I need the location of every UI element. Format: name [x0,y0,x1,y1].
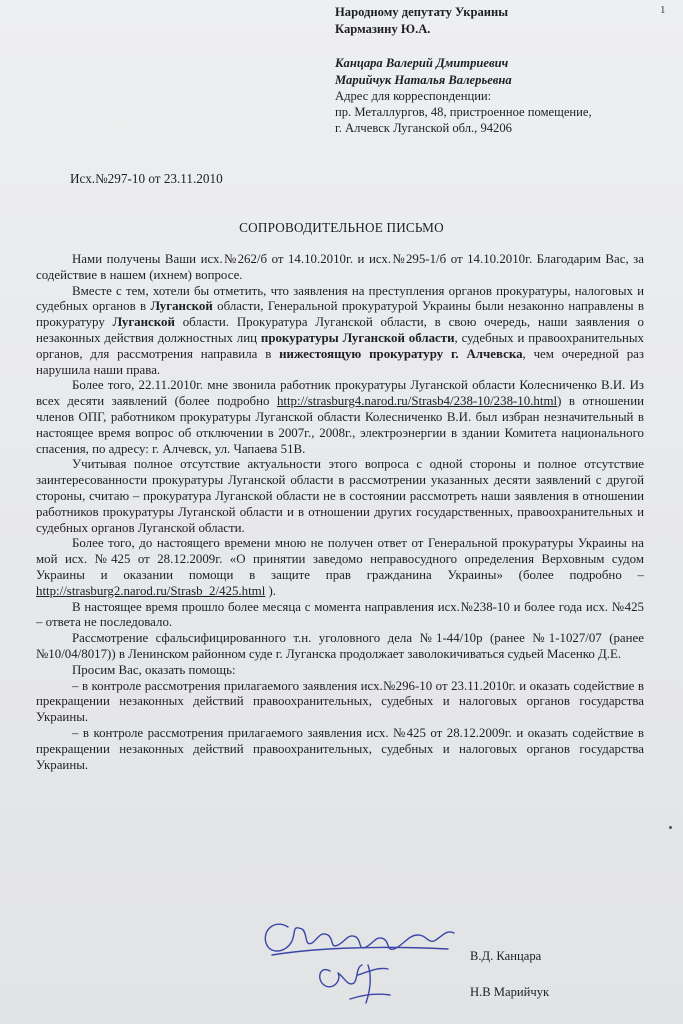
paragraph-4: Учитывая полное отсутствие актуальности этого вопроса с одной стороны и полное отсутствие заинтересованности прокуратуры Луганской области в рассмотрении указанных десяти заявлений с другой стороны, считаю – прокуратура Луганской области не в состоянии рассмотреть наши заявления в отношении работников прокуратуры Луганской области и в отношении других государственных, правоохранительных и судебных органов Луганской области. [36,457,644,535]
sender-line2: Марийчук Наталья Валерьевна [335,73,512,87]
scan-speck [669,826,672,829]
paragraph-2 [36,284,644,379]
paragraph-10: – в контроле рассмотрения прилагаемого заявления исх. №425 от 28.12.2009г. и оказать содействие в прекращении незаконных действий правоохранительных, судебных и налоговых органов государства Украины. [36,725,644,772]
address-line1: пр. Металлургов, 48, пристроенное помещение, [335,105,592,119]
paragraph-5 [36,536,644,599]
page-title: СОПРОВОДИТЕЛЬНОЕ ПИСЬМО [239,220,444,235]
handwritten-signatures [258,905,468,1015]
p2-text-e: , судебных и правоохранительных органов, для рассмотрения направила в [36,330,644,361]
p2-text-f: , чем очередной раз нарушила наши права. [36,346,644,377]
paragraph-6: В настоящее время прошло более месяца с момента направления исх.№238-10 и более года исх. №425 – ответа не последовало. [36,599,644,630]
p3-text-b: ) в отношении членов ОПГ, работником прокуратуры Луганской области Колесниченко В.И. был избран незначительный в настоящее время вопрос об отключении в 2007г., 2008г., электроэнергии в здании Комитета национального спасения, по адресу: г. Алчевск, ул. Чапаева 51В. [36,394,645,456]
outgoing-reference: Исх.№297-10 от 23.11.2010 [70,171,223,186]
signature-name-2: Н.В Марийчук [470,985,550,999]
strasburg2-link[interactable]: http://strasburg2.narod.ru/Strasb_2/425.html [36,583,266,598]
p2-bold-1: Луганской [150,299,213,314]
paragraph-9: – в контроле рассмотрения прилагаемого заявления исх.№296-10 от 23.11.2010г. и оказать содействие в прекращении незаконных действий правоохранительных, судебных и налоговых органов государства Украины. [36,678,644,725]
sender-line1: Канцара Валерий Дмитриевич [335,56,509,70]
paragraph-1: Нами получены Ваши исх.№262/б от 14.10.2010г. и исх.№295-1/б от 14.10.2010г. Благодарим Вас, за содействие в нашем (ихнем) вопросе. [36,252,644,282]
p2-text-c: области, Генеральной прокуратурой Украины были незаконно направлены в прокуратуру [36,299,644,330]
recipient-line1: Народному депутату Украины [335,5,509,19]
address-line2: г. Алчевск Луганской обл., 94206 [335,121,512,135]
page-corner-mark: 1 [660,4,666,16]
signature-1-underline [272,947,448,955]
paragraph-8: Просим Вас, оказать помощь: [72,662,236,677]
p5-text-b: ). [265,583,277,598]
address-label: Адрес для корреспонденции: [335,89,492,103]
p2-bold-2: Луганской [112,315,175,330]
letter-body [36,252,644,773]
paragraph-7: Рассмотрение сфальсифицированного т.н. уголовного дела №1-44/10р (ранее №1-1027/07 (ранее №10/04/8017)) в Ленинском районном суде г. Луганска продолжает заволокичиваться судьей Масенко Д.Е. [36,631,644,661]
signature-2-stroke [320,965,390,1003]
signature-name-1: В.Д. Канцара [470,949,542,963]
recipient-line2: Кармазину Ю.А. [335,22,431,36]
paragraph-3 [36,378,644,457]
p2-bold-4: нижестоящую прокуратуру г. Алчевска [279,346,523,361]
p3-text-a: Более того, 22.11.2010г. мне звонила работник прокуратуры Луганской области Колесниченко В.И. Из всех десяти заявлений (более подробно [36,378,644,409]
p2-text-d: области. Прокуратура Луганской области, в свою очередь, наши заявления о незаконных действия должностных лиц [36,315,645,345]
p2-bold-3: прокуратуры Луганской области [260,330,455,345]
strasburg4-link[interactable]: http://strasburg4.narod.ru/Strasb4/238-10/238-10.html [276,394,558,409]
p2-text-a: Вместе с тем, хотели бы отметить, что заявления на преступления органов прокуратуры, налоговых и судебных органов в [36,283,644,314]
p5-text-a: Более того, до настоящего времени мною не получен ответ от Генеральной прокуратуры Украины на мой исх. №425 от 28.12.2009г. «О принятии заведомо неправосудного определения Верховным судом Украины и оказании помощи в защите прав гражданина Украины» (более подробно – [36,536,644,582]
